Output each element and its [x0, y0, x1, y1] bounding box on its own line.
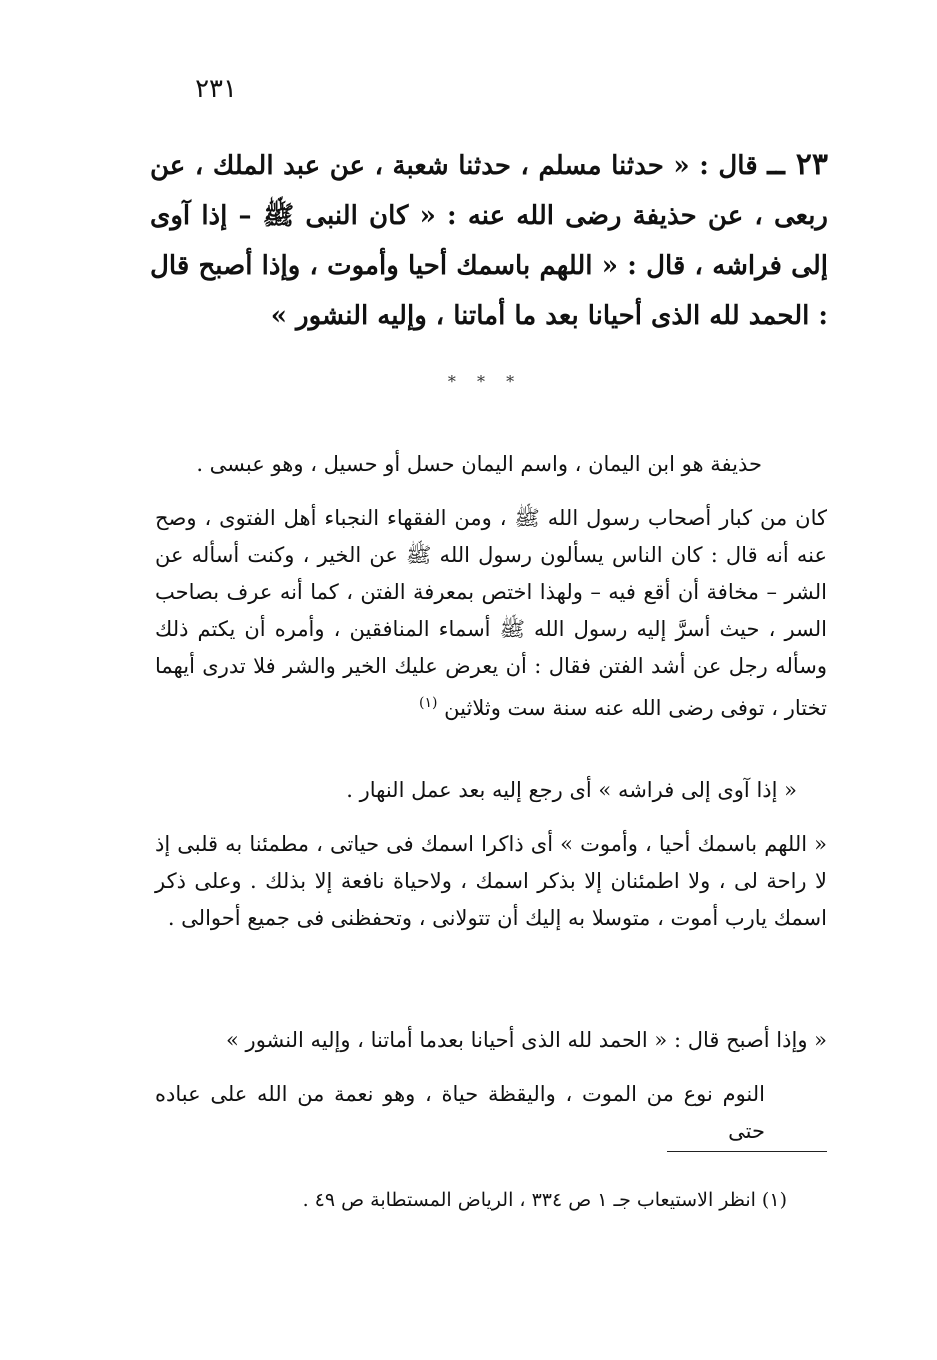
commentary-paragraph-3: « إذا آوى إلى فراشه » أى رجع إليه بعد عمل النهار .: [346, 778, 797, 802]
footnote-marker: (١): [419, 695, 438, 711]
footnote-divider: [667, 1151, 827, 1152]
hadith-number: ٢٣ ــ: [767, 147, 828, 182]
page-number: ٢٣١: [195, 74, 237, 104]
footnote: (١) انظر الاستيعاب جـ ١ ص ٣٣٤ ، الرياض المستطابة ص ٤٩ .: [302, 1189, 787, 1211]
commentary-paragraph-1: حذيفة هو ابن اليمان ، واسم اليمان حسل أو حسيل ، وهو عبسى .: [196, 452, 762, 476]
commentary-paragraph-2: [155, 500, 827, 727]
section-separator: * * *: [447, 372, 523, 391]
commentary-paragraph-4: « اللهم باسمك أحيا ، وأموت » أى ذاكرا اسمك فى حياتى ، مطمئنا به قلبى إذ لا راحة لى ، ولا اطمئنان إلا بذكر اسمك ، ولاحياة نافعة إلا بذلك . وعلى ذكر اسمك يارب أموت ، متوسلا به إليك أن تتولانى ، وتحفظنى فى جميع أحوالى .: [155, 832, 827, 930]
hadith-text-block: [150, 140, 828, 341]
commentary-paragraph-2-text: كان من كبار أصحاب رسول الله ﷺ ، ومن الفقهاء النجباء أهل الفتوى ، وصح عنه أنه قال : كان الناس يسألون رسول الله ﷺ عن الخير ، وكنت أسأله عن الشر – مخافة أن أقع فيه – ولهذا اختص بمعرفة الفتن ، كما أنه عرف بصاحب السر ، حيث أسرَّ إليه رسول الله ﷺ أسماء المنافقين ، وأمره أن يكتم ذلك وسأله رجل عن أشد الفتن فقال : أن يعرض عليك الخير والشر فلا تدرى أيهما تختار ، توفى رضى الله عنه سنة ست وثلاثين: [155, 506, 827, 720]
commentary-paragraph-6: النوم نوع من الموت ، واليقظة حياة ، وهو نعمة من الله على عباده حتى: [155, 1082, 765, 1143]
hadith-text: قال : « حدثنا مسلم ، حدثنا شعبة ، عن عبد الملك ، عن ربعى ، عن حذيفة رضى الله عنه : « كان النبى ﷺ – إذا آوى إلى فراشه ، قال : « اللهم باسمك أحيا وأموت ، وإذا أصبح قال : الحمد لله الذى أحيانا بعد ما أماتنا ، وإليه النشور »: [150, 151, 828, 331]
commentary-paragraph-5: « وإذا أصبح قال : « الحمد لله الذى أحيانا بعدما أماتنا ، وإليه النشور »: [226, 1028, 827, 1052]
